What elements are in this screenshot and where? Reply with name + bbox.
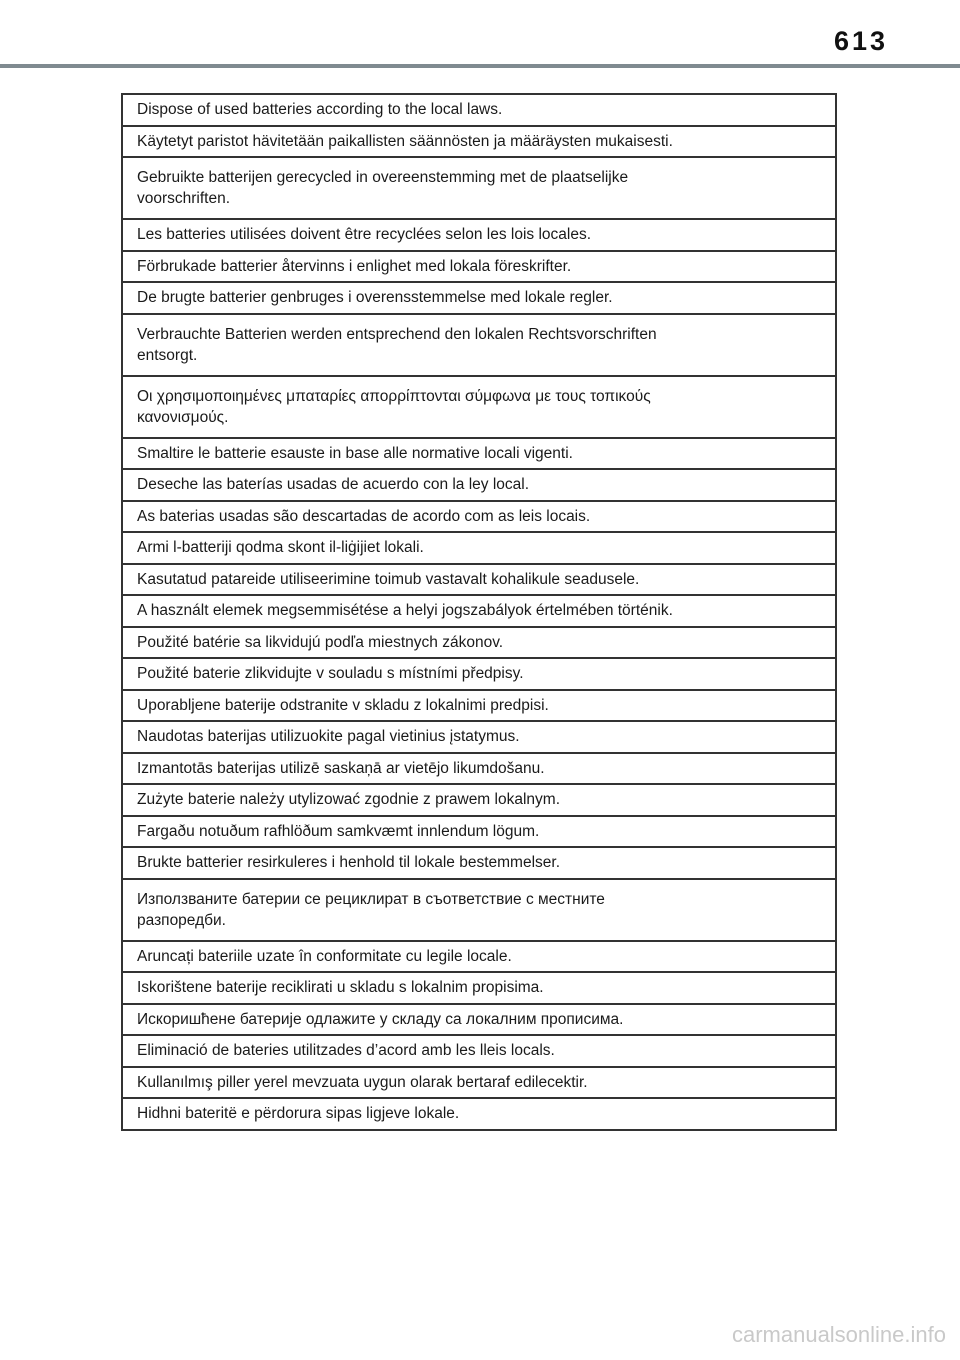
notice-row: As baterias usadas são descartadas de acordo com as leis locais.	[123, 502, 835, 534]
notice-row: De brugte batterier genbruges i overensstemmelse med lokale regler.	[123, 283, 835, 315]
notice-row: Използваните батерии се рециклират в съответствие с местните разпоредби.	[123, 880, 835, 942]
notice-row: Förbrukade batterier återvinns i enlighet med lokala föreskrifter.	[123, 252, 835, 284]
notice-row: Deseche las baterías usadas de acuerdo con la ley local.	[123, 470, 835, 502]
notice-row: Fargaðu notuðum rafhlöðum samkvæmt innlendum lögum.	[123, 817, 835, 849]
notice-row: Uporabljene baterije odstranite v skladu z lokalnimi predpisi.	[123, 691, 835, 723]
notice-row: Smaltire le batterie esauste in base alle normative locali vigenti.	[123, 439, 835, 471]
notice-row: Verbrauchte Batterien werden entsprechend den lokalen Rechtsvorschriften entsorgt.	[123, 315, 835, 377]
notice-row: Aruncați bateriile uzate în conformitate cu legile locale.	[123, 942, 835, 974]
notice-row: Zużyte baterie należy utylizować zgodnie z prawem lokalnym.	[123, 785, 835, 817]
notice-row: Dispose of used batteries according to the local laws.	[123, 95, 835, 127]
notice-row: Použité batérie sa likvidujú podľa miestnych zákonov.	[123, 628, 835, 660]
notice-row: Kullanılmış piller yerel mevzuata uygun olarak bertaraf edilecektir.	[123, 1068, 835, 1100]
page-number: 613	[833, 26, 888, 56]
notice-row: Iskorištene baterije reciklirati u skladu s lokalnim propisima.	[123, 973, 835, 1005]
notice-row: Eliminació de bateries utilitzades d’acord amb les lleis locals.	[123, 1036, 835, 1068]
notice-row: Kasutatud patareide utiliseerimine toimub vastavalt kohalikule seadusele.	[123, 565, 835, 597]
notice-row: Hidhni bateritë e përdorura sipas ligjeve lokale.	[123, 1099, 835, 1131]
battery-disposal-notice-table	[121, 93, 837, 1131]
notice-row: Naudotas baterijas utilizuokite pagal vietinius įstatymus.	[123, 722, 835, 754]
watermark: carmanualsonline.info	[731, 1322, 946, 1347]
notice-row: Käytetyt paristot hävitetään paikallisten säännösten ja määräysten mukaisesti.	[123, 127, 835, 159]
notice-row: Izmantotās baterijas utilizē saskaņā ar vietējo likumdošanu.	[123, 754, 835, 786]
notice-row: Použité baterie zlikvidujte v souladu s místními předpisy.	[123, 659, 835, 691]
notice-row: Gebruikte batterijen gerecycled in overeenstemming met de plaatselijke voorschriften.	[123, 158, 835, 220]
notice-row: A használt elemek megsemmisétése a helyi jogszabályok értelmében történik.	[123, 596, 835, 628]
notice-row: Armi l-batteriji qodma skont il-liġijiet lokali.	[123, 533, 835, 565]
header-rule	[0, 64, 960, 68]
notice-row: Искоришћене батерије одлажите у складу са локалним прописима.	[123, 1005, 835, 1037]
notice-row: Les batteries utilisées doivent être recyclées selon les lois locales.	[123, 220, 835, 252]
notice-row: Brukte batterier resirkuleres i henhold til lokale bestemmelser.	[123, 848, 835, 880]
notice-row: Οι χρησιμοποιημένες μπαταρίες απορρίπτονται σύμφωνα με τους τοπικούς κανονισμούς.	[123, 377, 835, 439]
